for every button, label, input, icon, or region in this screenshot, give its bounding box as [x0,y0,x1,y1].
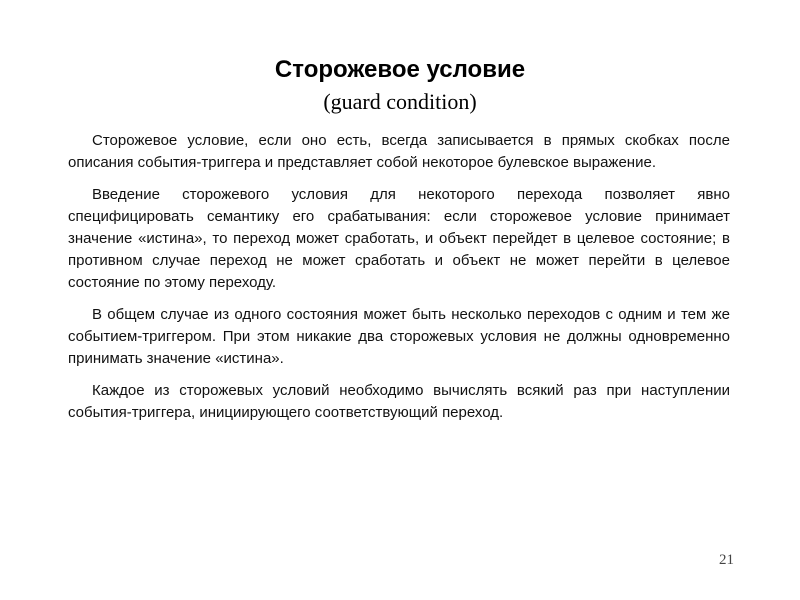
slide-body [68,130,730,434]
page-number: 21 [719,552,734,568]
paragraph-1: Сторожевое условие, если оно есть, всегда записывается в прямых скобках после описания события-триггера и представляет собой некоторое булевское выражение. [68,132,730,171]
paragraph-4: Каждое из сторожевых условий необходимо вычислять всякий раз при наступлении события-триггера, инициирующего соответствующий переход. [68,382,730,421]
slide-subtitle: (guard condition) [323,89,477,114]
paragraph-2: Введение сторожевого условия для некоторого перехода позволяет явно специфицировать семантику его срабатывания: если сторожевое условие принимает значение «истина», то переход может сработать, и объект перейдет в целевое состояние; в противном случае переход не может сработать и объект не может перейти в целевое состояние по этому переходу. [68,186,730,291]
paragraph-3: В общем случае из одного состояния может быть несколько переходов с одним и тем же событием-триггером. При этом никакие два сторожевых условия не должны одновременно принимать значение «истина». [68,306,730,367]
slide-title: Сторожевое условие [274,56,526,83]
